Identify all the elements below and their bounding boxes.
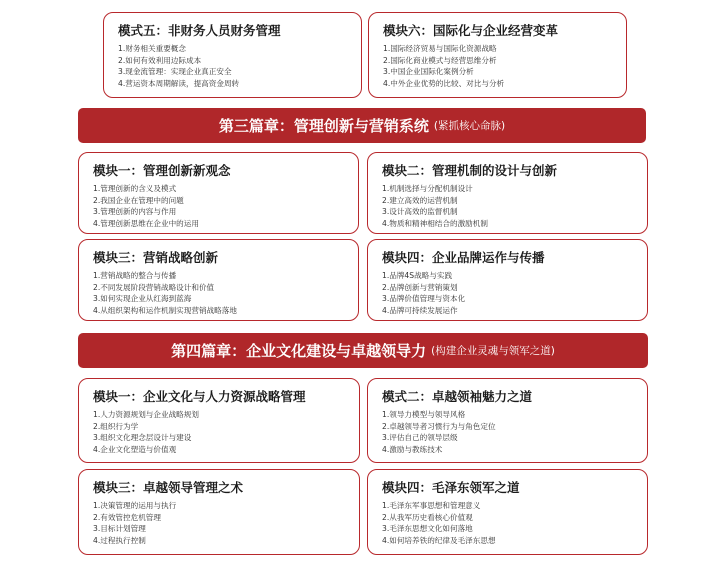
module-item: 1.毛泽东军事思想和管理意义 — [382, 501, 481, 510]
chapter-title: 第三篇章：管理创新与营销系统 — [218, 117, 429, 135]
module-card-leadership-management — [78, 469, 360, 555]
module-item: 4.营运资本周期解读，提高资金周转 — [118, 78, 240, 88]
module-item: 1.决策管理的运用与执行 — [93, 501, 177, 510]
module-card-management-innovation — [78, 152, 359, 234]
module-title: 模块三：营销战略创新 — [93, 250, 219, 265]
module-title: 模块六：国际化与企业经营变革 — [383, 23, 559, 38]
module-item: 2.卓越领导者习惯行为与角色定位 — [382, 421, 496, 431]
module-item: 3.现金流管理：实现企业真正安全 — [118, 67, 232, 77]
module-item: 2.品牌创新与营销策划 — [382, 282, 458, 292]
module-item: 4.从组织架构和运作机制实现营销战略落地 — [93, 305, 237, 315]
module-item: 1.品牌4S战略与实践 — [382, 271, 453, 280]
chapter-title: 第四篇章：企业文化建设与卓越领导力 — [171, 342, 427, 360]
module-item: 2.从我军历史看核心价值观 — [382, 512, 473, 522]
module-item: 1.财务相关重要概念 — [118, 44, 186, 53]
chapter-subtitle: (紧抓核心命脉) — [433, 120, 506, 132]
module-card-management-mechanism — [367, 152, 648, 234]
module-card-brand-operation — [367, 239, 648, 321]
module-item: 2.我国企业在管理中的问题 — [93, 195, 184, 205]
module-item: 3.设计高效的监督机制 — [382, 207, 458, 217]
module-item: 3.如何实现企业从红海到蓝海 — [93, 294, 192, 304]
module-item: 1.营销战略的整合与传播 — [93, 271, 177, 280]
module-item: 3.目标计划管理 — [93, 524, 146, 534]
module-item: 4.物质和精神相结合的激励机制 — [382, 218, 488, 228]
module-item: 2.不同发展阶段营销战略设计和价值 — [93, 282, 215, 292]
module-card-internationalization — [368, 12, 627, 98]
module-item: 2.有效管控危机管理 — [93, 512, 161, 522]
chapter-banner-part3 — [78, 108, 646, 143]
module-item: 1.国际经济贸易与国际化资源战略 — [383, 44, 497, 53]
module-card-mao-leadership — [367, 469, 648, 555]
module-item: 3.组织文化理念层设计与建设 — [93, 433, 192, 443]
module-title: 模式五：非财务人员财务管理 — [118, 23, 281, 38]
module-title: 模式二：卓越领袖魅力之道 — [382, 389, 533, 404]
chapter-banner-part4 — [78, 333, 648, 368]
module-item: 2.组织行为学 — [93, 421, 139, 431]
module-item: 3.评估自己的领导层级 — [382, 433, 458, 443]
module-title: 模块一：企业文化与人力资源战略管理 — [93, 389, 306, 404]
chapter-subtitle: (构建企业灵魂与领军之道) — [431, 345, 555, 357]
module-title: 模块四：毛泽东领军之道 — [382, 480, 520, 495]
module-item: 4.激励与教练技术 — [382, 444, 443, 454]
module-item: 2.国际化商业模式与经营思维分析 — [383, 55, 497, 65]
module-item: 3.毛泽东思想文化如何落地 — [382, 524, 473, 534]
module-item: 4.中外企业优势的比较、对比与分析 — [383, 78, 505, 88]
module-card-finance — [103, 12, 362, 98]
module-item: 1.管理创新的含义及模式 — [93, 184, 177, 193]
module-title: 模块四：企业品牌运作与传播 — [382, 250, 545, 265]
module-item: 4.企业文化塑造与价值观 — [93, 444, 177, 454]
module-item: 3.管理创新的内容与作用 — [93, 207, 177, 217]
module-item: 4.如何培养铁的纪律及毛泽东思想 — [382, 535, 496, 545]
module-item: 1.机制选择与分配机制设计 — [382, 184, 473, 193]
module-item: 2.建立高效的运营机制 — [382, 195, 458, 205]
module-item: 4.管理创新思维在企业中的运用 — [93, 218, 199, 228]
module-item: 1.人力资源规划与企业战略规划 — [93, 410, 199, 419]
module-item: 4.过程执行控制 — [93, 535, 146, 545]
module-card-marketing-strategy — [78, 239, 359, 321]
module-title: 模块二：管理机制的设计与创新 — [382, 163, 558, 178]
module-title: 模块三：卓越领导管理之术 — [93, 480, 244, 495]
module-card-culture-hr — [78, 378, 360, 463]
module-card-leadership-charisma — [367, 378, 648, 463]
module-item: 3.中国企业国际化案例分析 — [383, 67, 474, 77]
module-item: 3.品牌价值管理与资本化 — [382, 294, 466, 304]
module-title: 模块一：管理创新新观念 — [93, 163, 231, 178]
module-item: 4.品牌可持续发展运作 — [382, 305, 458, 315]
module-item: 2.如何有效利用边际成本 — [118, 55, 202, 65]
module-item: 1.领导力模型与领导风格 — [382, 410, 466, 419]
